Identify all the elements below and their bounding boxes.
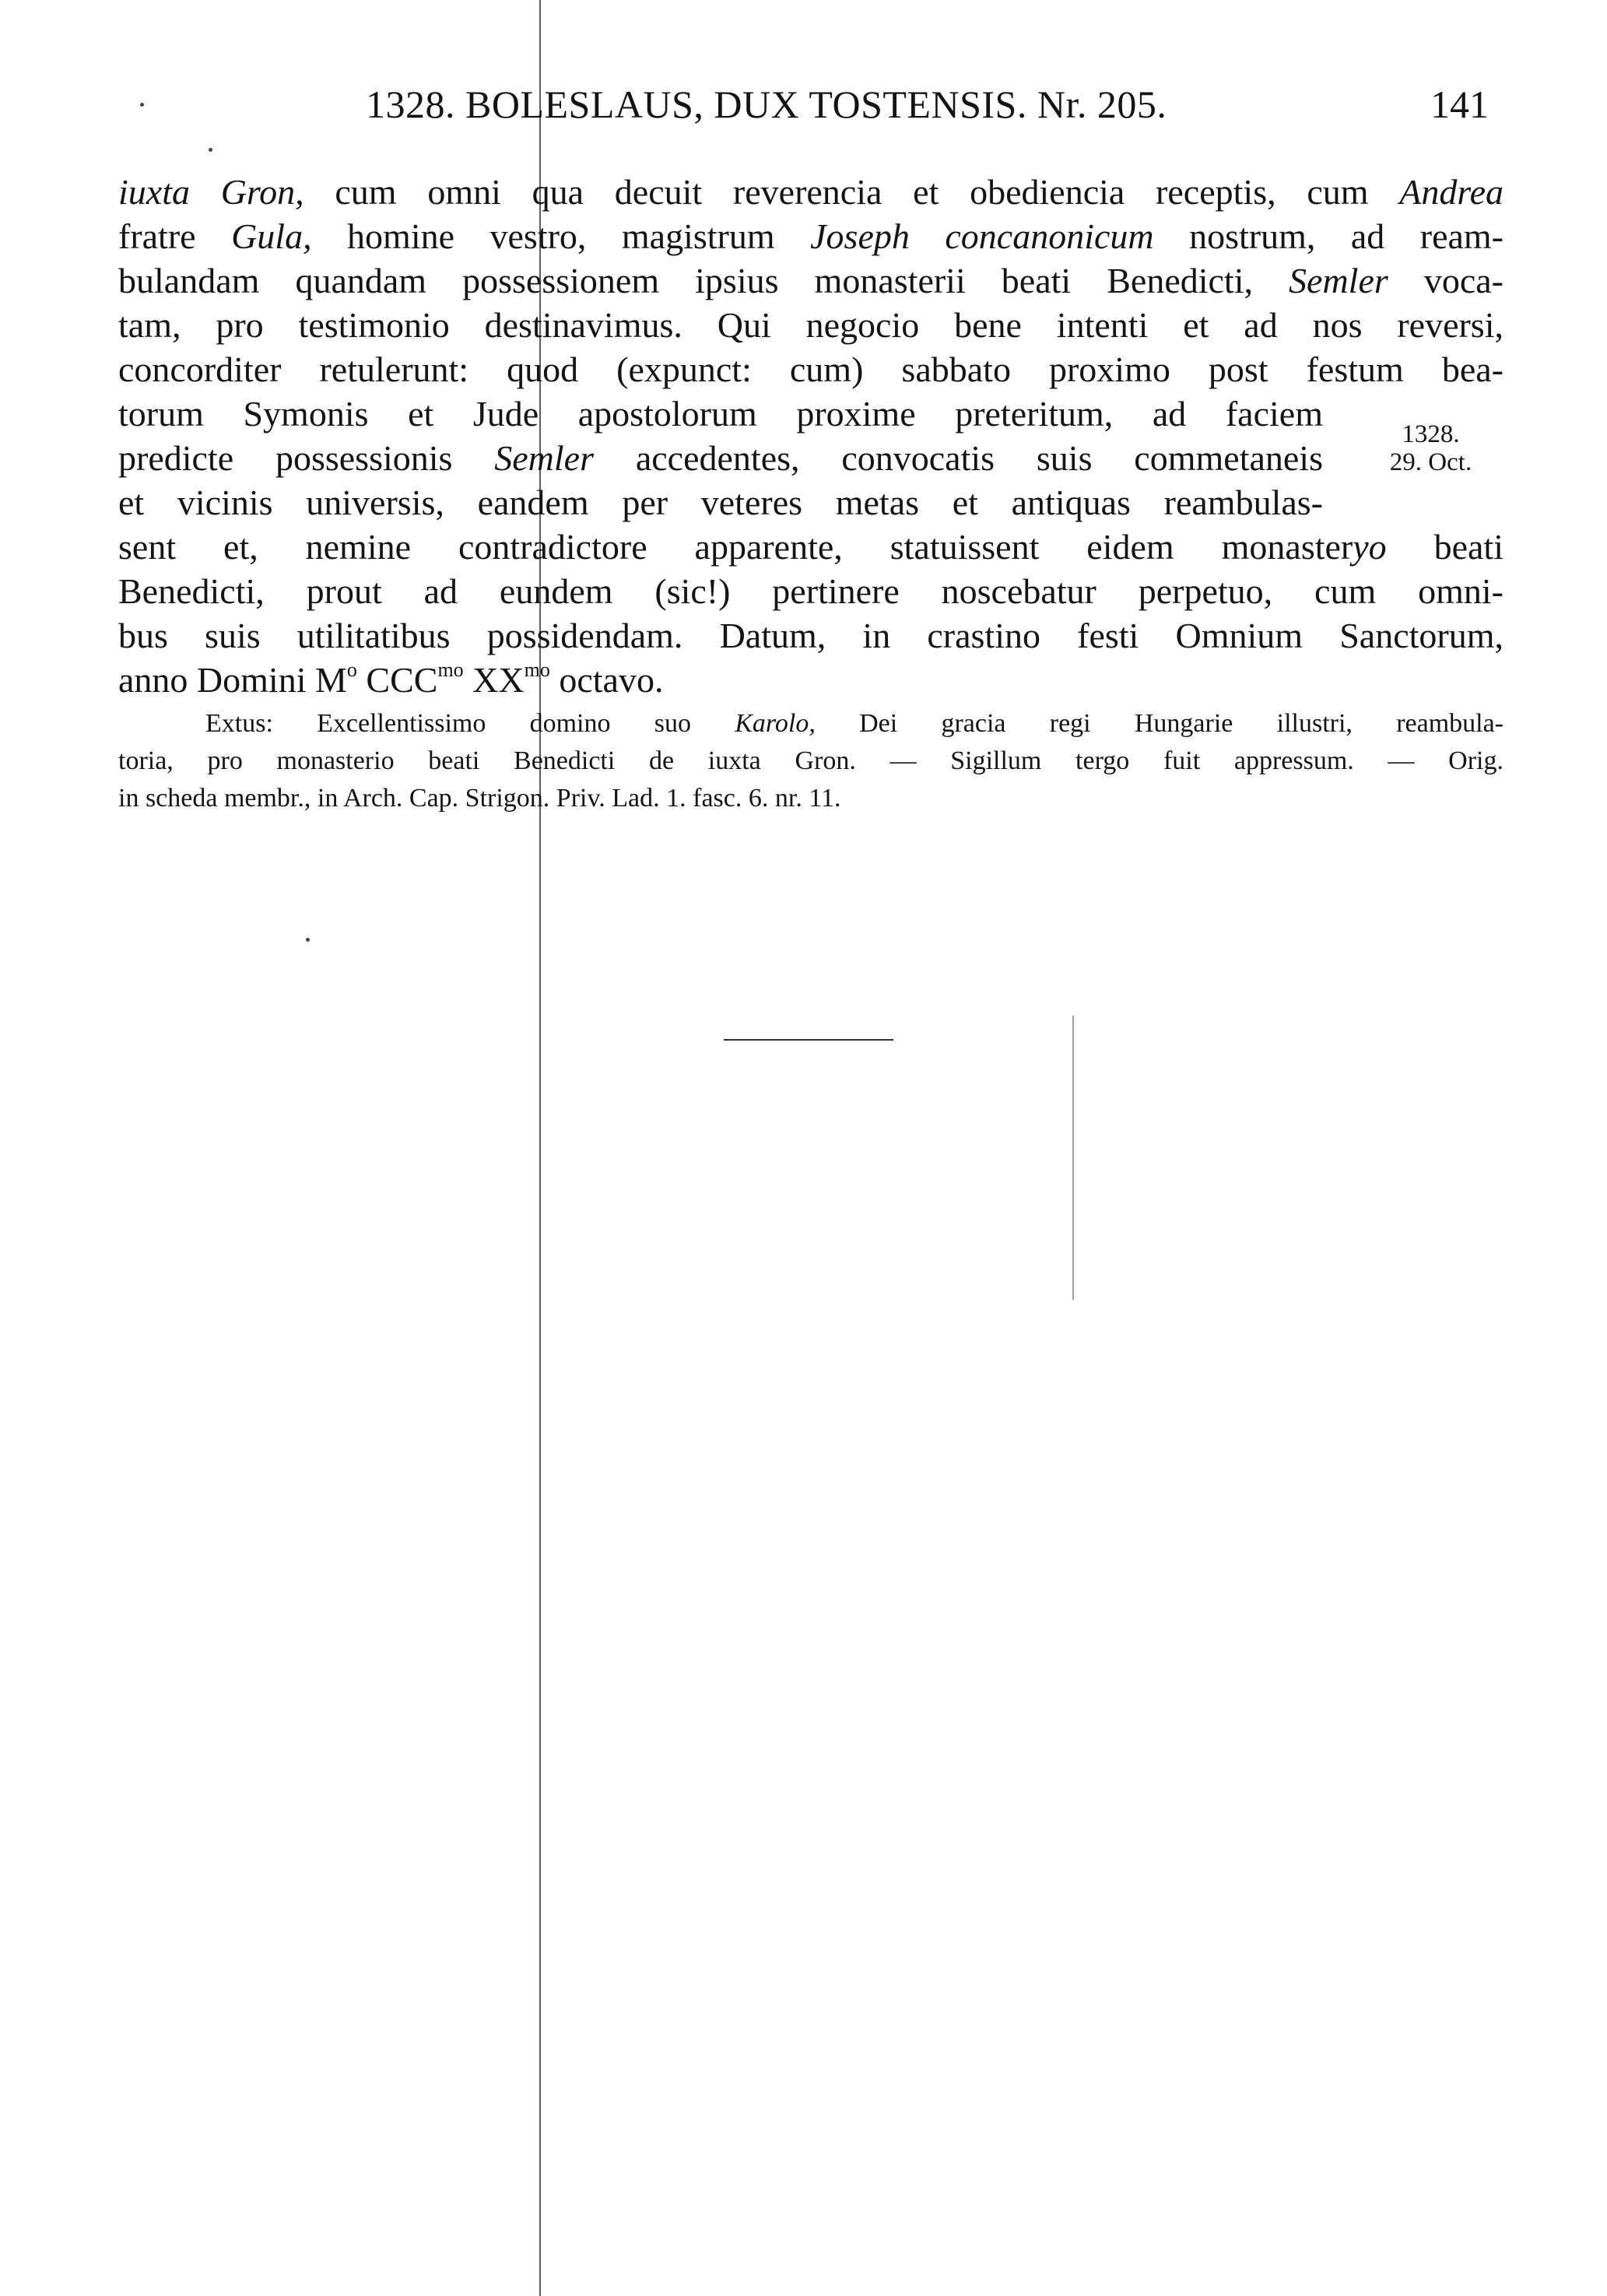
text-span: accedentes, convocatis suis commetaneis <box>594 438 1323 478</box>
text-line <box>118 436 1323 480</box>
person-name: Karolo, <box>735 709 816 738</box>
margin-date-day: 29. Oct. <box>1389 448 1472 476</box>
text-line <box>118 525 1503 569</box>
text-span: sent et, nemine contradictore apparente, statuissent eidem monaster <box>118 527 1353 567</box>
text-span: beati <box>1386 527 1503 567</box>
main-text <box>118 170 1503 702</box>
superscript: mo <box>524 658 550 681</box>
margin-date-year: 1328. <box>1402 420 1460 448</box>
note-line: in scheda membr., in Arch. Cap. Strigon. Priv. Lad. 1. fasc. 6. nr. 11. <box>118 784 841 813</box>
text-span: XX <box>463 660 525 700</box>
person-name: Gula, <box>231 216 312 256</box>
text-line: et vicinis universis, eandem per veteres metas et antiquas reambulas- <box>118 483 1323 522</box>
margin-date <box>1374 420 1487 476</box>
text-span: cum omni qua decuit reverencia et obediencia receptis, cum <box>304 172 1400 212</box>
editorial-notes <box>118 705 1503 817</box>
text-line: torum Symonis et Jude apostolorum proxime preteritum, ad faciem <box>118 394 1323 434</box>
person-name: Andrea <box>1399 172 1503 212</box>
scan-speck <box>306 938 310 942</box>
superscript: mo <box>437 658 464 681</box>
text-line <box>118 170 1503 214</box>
text-span-italic: yo <box>1353 527 1387 567</box>
text-line <box>118 658 1503 702</box>
text-span: octavo. <box>549 660 664 700</box>
text-span: voca- <box>1388 261 1503 300</box>
text-line <box>118 214 1503 258</box>
text-line: Benedicti, prout ad eundem (sic!) pertinere noscebatur perpetuo, cum omni- <box>118 571 1503 611</box>
text-span: bulandam quandam possessionem ipsius monasterii beati Benedicti, <box>118 261 1289 300</box>
place-name: Semler <box>1289 261 1388 300</box>
text-span: nostrum, ad ream- <box>1153 216 1503 256</box>
text-span: Extus: Excellentissimo domino suo <box>205 709 735 738</box>
section-end-rule <box>724 1039 893 1041</box>
place-name: Semler <box>494 438 595 478</box>
page-number: 141 <box>1430 83 1489 126</box>
text-span: fratre <box>118 216 232 256</box>
text-line <box>118 258 1503 303</box>
text-line: tam, pro testimonio destinavimus. Qui negocio bene intenti et ad nos reversi, <box>118 305 1503 345</box>
text-span: homine vestro, magistrum <box>311 216 811 256</box>
scan-fold-line-lower <box>1072 1016 1074 1300</box>
superscript: o <box>346 658 357 681</box>
scan-speck <box>209 148 212 152</box>
text-span: predicte possessionis <box>118 438 495 478</box>
text-line: concorditer retulerunt: quod (expunct: cum) sabbato proximo post festum bea- <box>118 349 1503 389</box>
running-head: 1328. BOLESLAUS, DUX TOSTENSIS. Nr. 205. <box>366 83 1167 126</box>
scan-speck <box>140 103 144 107</box>
note-line <box>118 705 1503 743</box>
text-span: CCC <box>356 660 438 700</box>
place-name: iuxta Gron, <box>118 172 304 212</box>
text-line: bus suis utilitatibus possidendam. Datum, in crastino festi Omnium Sanctorum, <box>118 616 1503 655</box>
text-span: anno Domini M <box>118 660 347 700</box>
text-span: Dei gracia regi Hungarie illustri, reambula- <box>815 709 1503 738</box>
note-line: toria, pro monasterio beati Benedicti de iuxta Gron. — Sigillum tergo fuit appressum. — Orig. <box>118 746 1503 775</box>
person-name: Joseph concanonicum <box>810 216 1154 256</box>
